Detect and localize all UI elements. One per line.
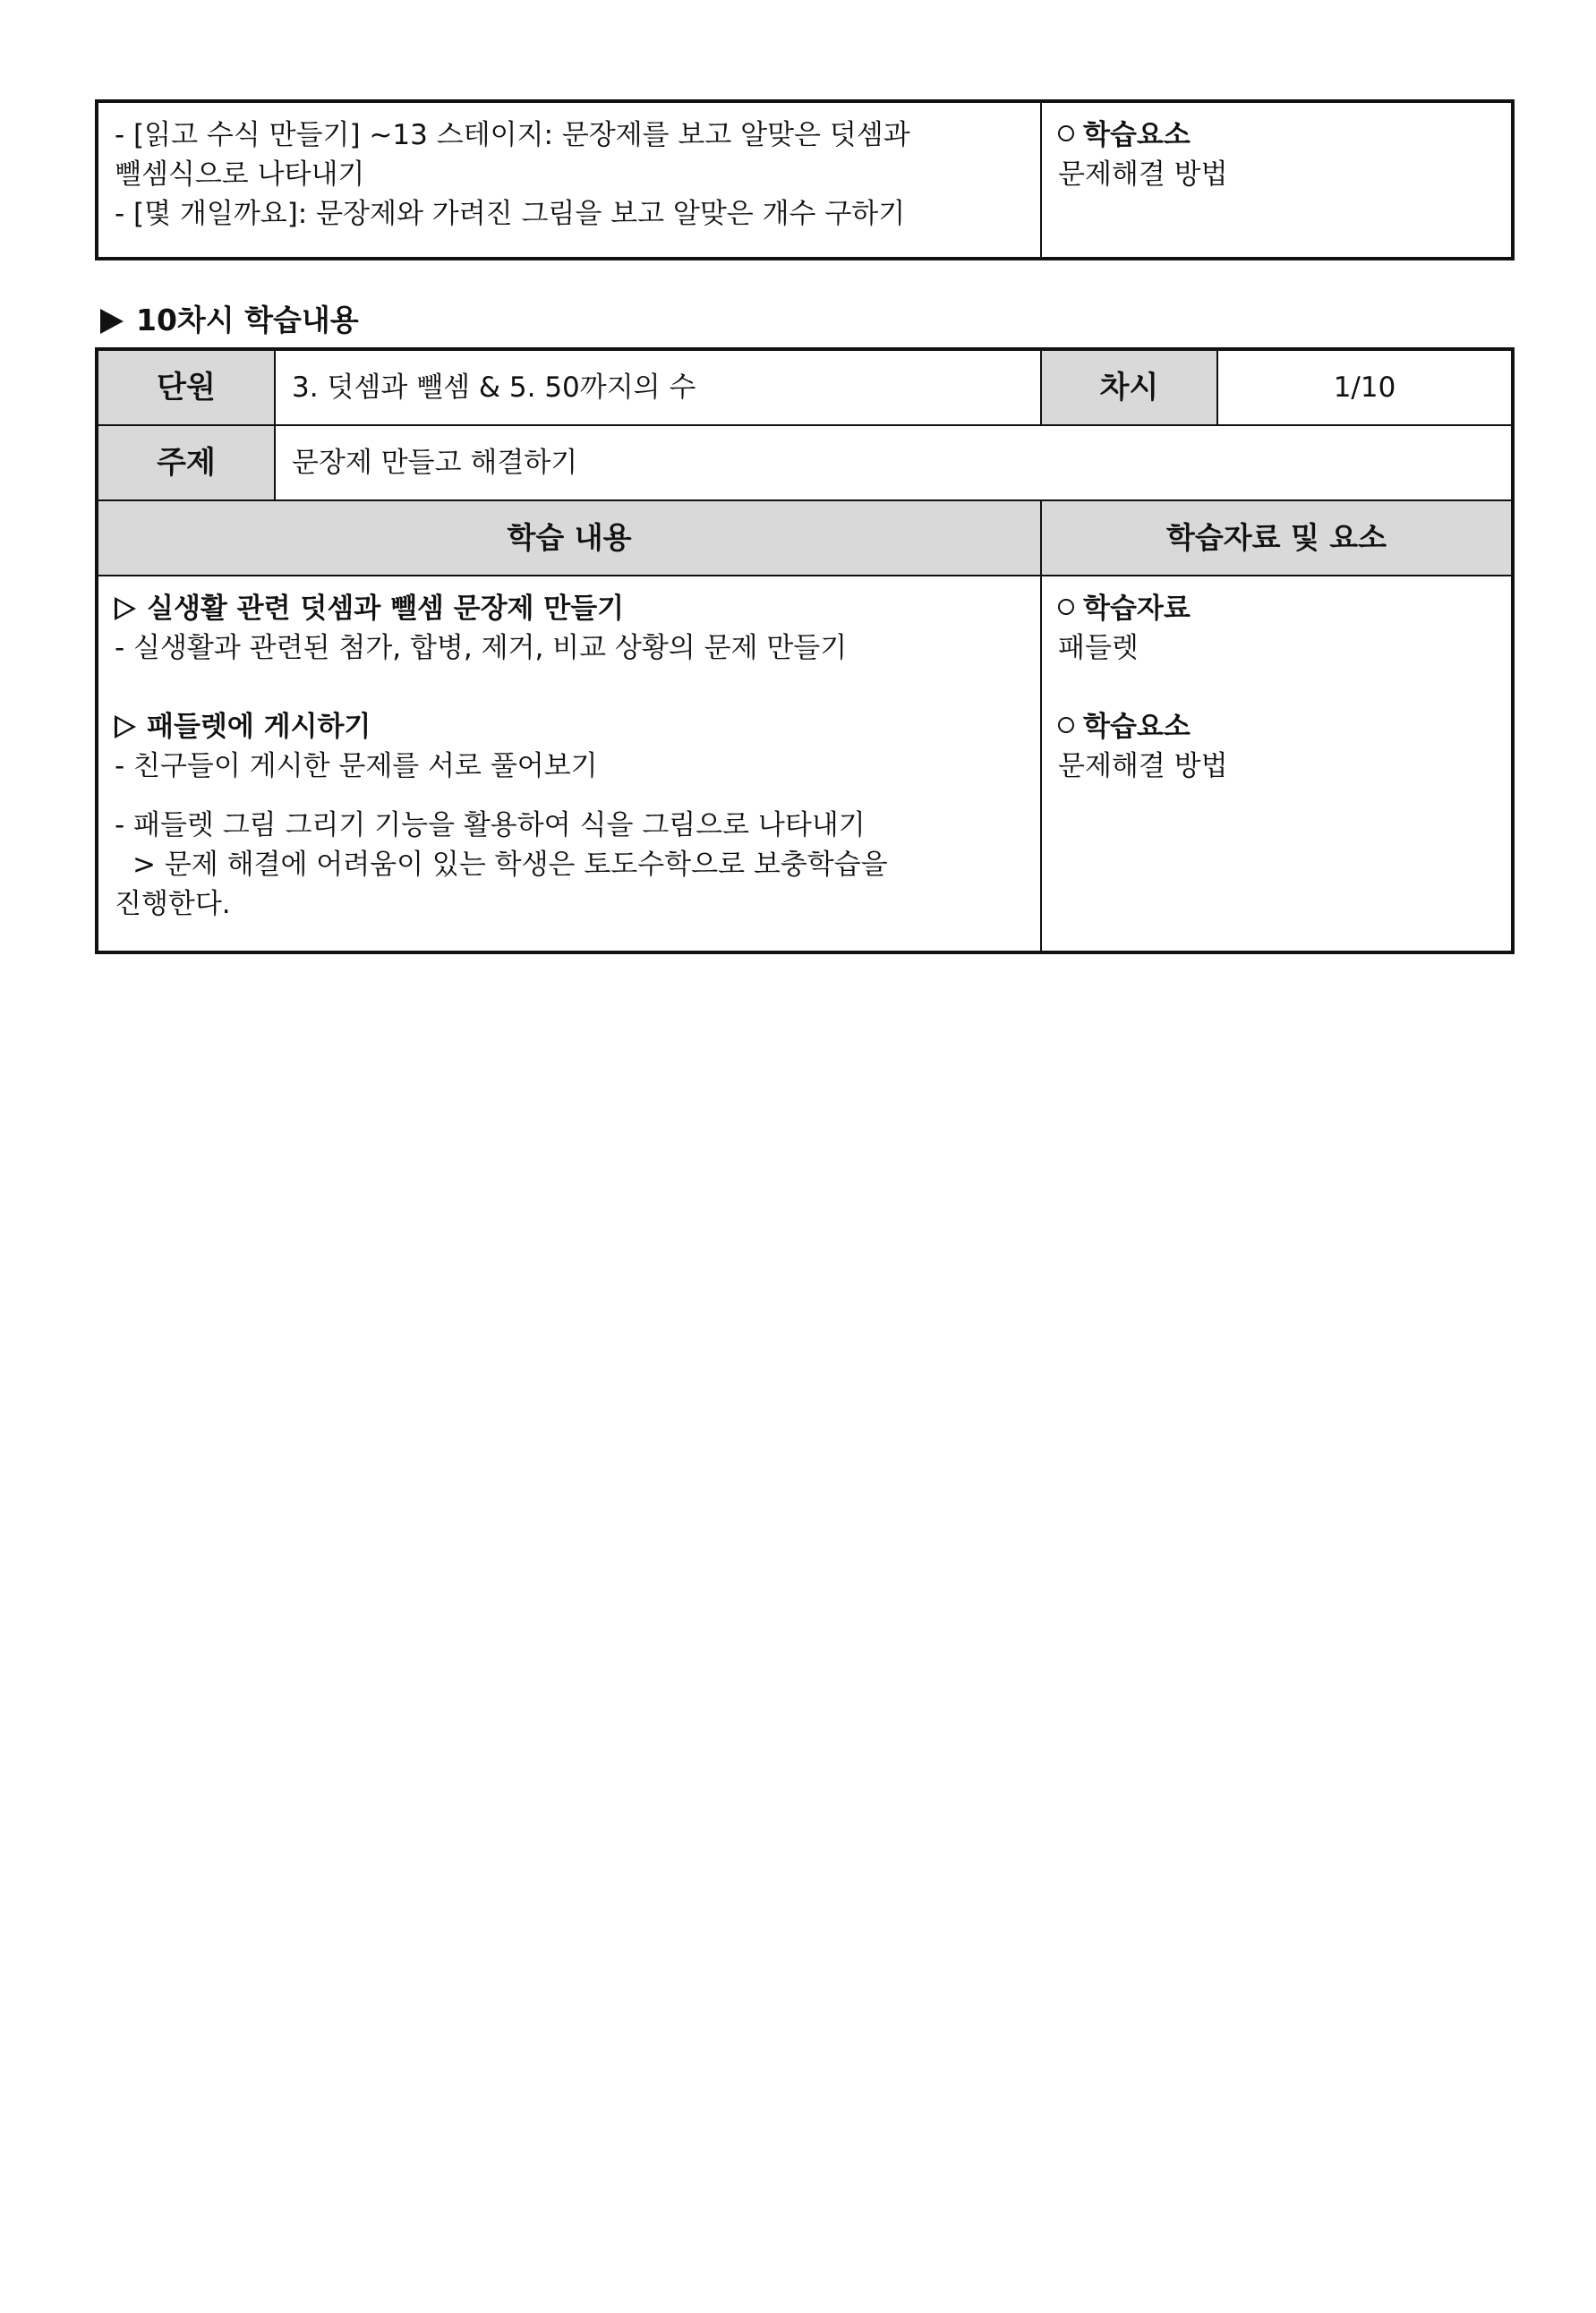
elements-value: 문제해결 방법 [1058, 750, 1228, 782]
activity-title: 실생활 관련 덧셈과 뺄셈 문장제 만들기 [115, 589, 1024, 628]
topic-value: 문장제 만들고 해결하기 [275, 425, 1512, 500]
activity-title: 패들렛에 게시하기 [115, 707, 1024, 747]
elements-heading: 학습요소 [1058, 707, 1495, 747]
previous-lesson-table [97, 101, 1513, 259]
activity-line: - 실생활과 관련된 첨가, 합병, 제거, 비교 상황의 문제 만들기 [115, 632, 848, 664]
unit-label: 단원 [98, 350, 275, 425]
activity-line: - 패들렛 그림 그리기 기능을 활용하여 식을 그림으로 나타내기 [115, 809, 866, 841]
circle-bullet-icon [1058, 125, 1074, 141]
play-triangle-icon [100, 309, 124, 334]
session-label: 차시 [1041, 350, 1217, 425]
triangle-outline-icon [115, 597, 136, 620]
lesson-plan-table [97, 349, 1513, 952]
lesson-content-cell [98, 576, 1041, 952]
session-value: 1/10 [1217, 350, 1512, 425]
content-line: - [읽고 수식 만들기] ~13 스테이지: 문장제를 보고 알맞은 덧셈과 [115, 119, 910, 151]
section-title: 10차시 학습내용 [100, 301, 359, 340]
triangle-outline-icon [115, 715, 136, 738]
content-line: 뺄셈식으로 나타내기 [115, 158, 365, 191]
previous-content-cell [98, 102, 1041, 258]
materials-heading: 학습자료 [1058, 589, 1495, 628]
element-value: 문제해결 방법 [1058, 158, 1228, 191]
circle-bullet-icon [1058, 599, 1074, 615]
topic-label: 주제 [98, 425, 275, 500]
materials-header: 학습자료 및 요소 [1041, 500, 1512, 576]
previous-elements-cell [1041, 102, 1512, 258]
content-header: 학습 내용 [98, 500, 1041, 576]
activity-line: 진행한다. [115, 888, 231, 920]
activity-line: - 친구들이 게시한 문제를 서로 풀어보기 [115, 750, 598, 782]
unit-value: 3. 덧셈과 뺄셈 & 5. 50까지의 수 [275, 350, 1041, 425]
activity-line: > 문제 해결에 어려움이 있는 학생은 토도수학으로 보충학습을 [132, 849, 888, 881]
lesson-materials-cell [1041, 576, 1512, 952]
element-heading: 학습요소 [1058, 115, 1495, 155]
content-line: - [몇 개일까요]: 문장제와 가려진 그림을 보고 알맞은 개수 구하기 [115, 198, 906, 230]
circle-bullet-icon [1058, 717, 1074, 733]
materials-value: 패들렛 [1058, 632, 1139, 664]
